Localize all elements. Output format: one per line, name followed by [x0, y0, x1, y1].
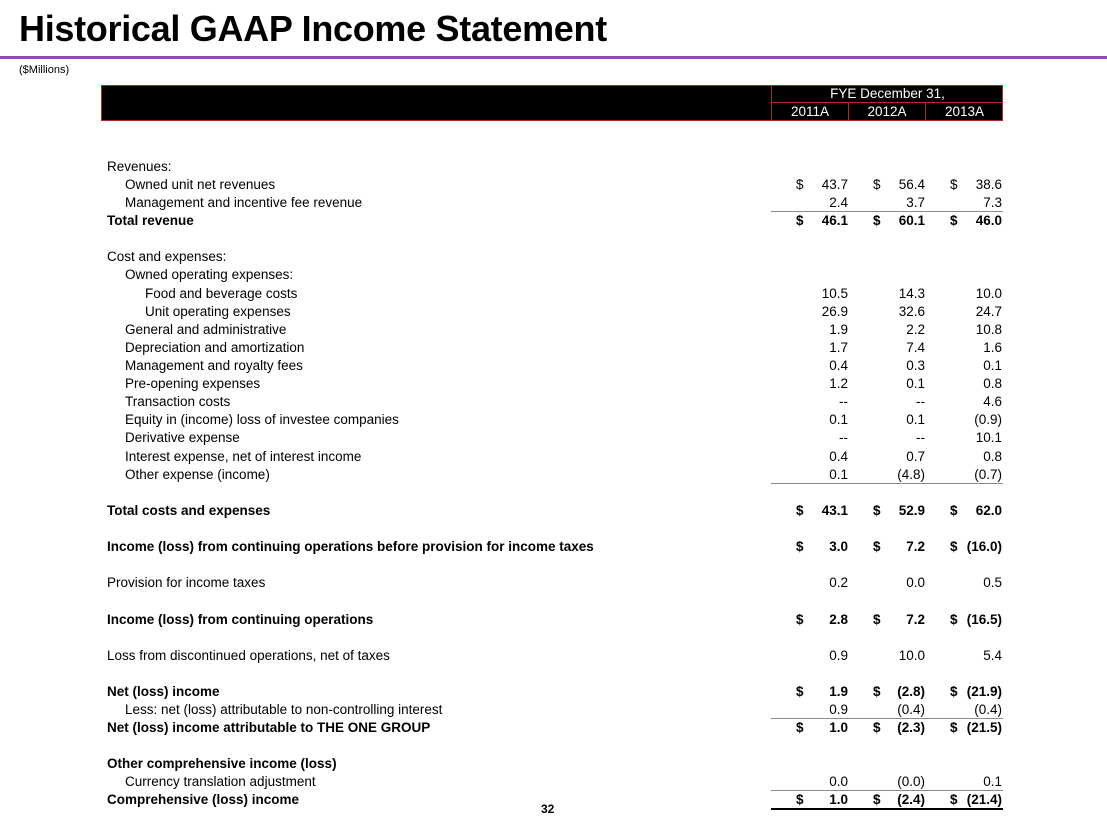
- value-cell: [925, 791, 1002, 809]
- dollar-sign: $: [950, 213, 958, 228]
- row-label: Other comprehensive income (loss): [107, 756, 337, 771]
- cell-value: 7.3: [983, 195, 1002, 210]
- cell-value: 32.6: [898, 304, 925, 319]
- cell-value: 14.3: [898, 286, 925, 301]
- cell-value: 10.8: [975, 322, 1002, 337]
- cell-value: 0.0: [906, 575, 925, 590]
- value-cell: [848, 773, 925, 791]
- value-cell: [925, 574, 1002, 592]
- value-cell: [771, 321, 848, 339]
- cell-value: (21.5): [966, 720, 1002, 735]
- table-row: [107, 266, 1003, 284]
- cell-value: 0.4: [829, 449, 848, 464]
- value-cell: [771, 357, 848, 375]
- table-row: [107, 683, 1003, 701]
- cell-value: 0.1: [983, 774, 1002, 789]
- cell-value: 5.4: [983, 648, 1002, 663]
- dollar-sign: $: [950, 503, 958, 518]
- table-row: [107, 466, 1003, 484]
- row-label: Net (loss) income: [107, 684, 220, 699]
- dollar-sign: $: [950, 684, 958, 699]
- dollar-sign: $: [873, 213, 881, 228]
- cell-value: 46.0: [975, 213, 1002, 228]
- table-row: [107, 755, 1003, 773]
- cell-value: 1.6: [983, 340, 1002, 355]
- cell-value: 10.1: [975, 430, 1002, 445]
- value-cell: [771, 285, 848, 303]
- cell-value: 0.8: [983, 376, 1002, 391]
- row-label: Income (loss) from continuing operations: [107, 612, 374, 627]
- table-row: [107, 773, 1003, 791]
- row-label: Derivative expense: [125, 430, 240, 445]
- table-row: [107, 212, 1003, 230]
- value-cell: [848, 502, 925, 520]
- cell-value: (16.5): [966, 612, 1002, 627]
- cell-value: 0.3: [906, 358, 925, 373]
- cell-value: 38.6: [975, 177, 1002, 192]
- value-cell: [771, 683, 848, 701]
- cell-value: --: [839, 394, 848, 409]
- cell-value: 43.1: [821, 503, 848, 518]
- value-cell: [925, 158, 1002, 176]
- row-label: Interest expense, net of interest income: [125, 449, 362, 464]
- value-cell: [925, 375, 1002, 393]
- value-cell: [925, 411, 1002, 429]
- dollar-sign: $: [873, 720, 881, 735]
- row-label: Revenues:: [107, 159, 172, 174]
- cell-value: (0.9): [974, 412, 1002, 427]
- cell-value: (21.9): [966, 684, 1002, 699]
- dollar-sign: $: [873, 684, 881, 699]
- value-cell: [848, 538, 925, 556]
- table-row: [107, 647, 1003, 665]
- cell-value: 10.0: [898, 648, 925, 663]
- row-label: Total revenue: [107, 213, 194, 228]
- dollar-sign: $: [796, 684, 804, 699]
- value-cell: [925, 611, 1002, 629]
- table-row: [107, 719, 1003, 737]
- value-cell: [771, 574, 848, 592]
- value-cell: [848, 248, 925, 266]
- year-header-2013: 2013A: [925, 103, 1003, 121]
- cell-value: 1.7: [829, 340, 848, 355]
- dollar-sign: $: [796, 612, 804, 627]
- value-cell: [771, 158, 848, 176]
- cell-value: --: [916, 394, 925, 409]
- value-cell: [771, 502, 848, 520]
- value-cell: [925, 194, 1002, 212]
- row-label: Owned unit net revenues: [125, 177, 276, 192]
- cell-value: 2.4: [829, 195, 848, 210]
- value-cell: [771, 773, 848, 791]
- cell-value: 1.0: [829, 720, 848, 735]
- value-cell: [848, 574, 925, 592]
- cell-value: 7.4: [906, 340, 925, 355]
- dollar-sign: $: [873, 503, 881, 518]
- value-cell: [848, 466, 925, 484]
- value-cell: [925, 448, 1002, 466]
- dollar-sign: $: [796, 177, 804, 192]
- dollar-sign: $: [796, 792, 804, 807]
- value-cell: [771, 719, 848, 737]
- table-row: [107, 176, 1003, 194]
- subtotal-rule: [771, 211, 1003, 212]
- cell-value: 7.2: [906, 612, 925, 627]
- cell-value: (4.8): [897, 467, 925, 482]
- cell-value: 0.7: [906, 449, 925, 464]
- row-label: Provision for income taxes: [107, 575, 266, 590]
- value-cell: [925, 701, 1002, 719]
- cell-value: (2.4): [897, 792, 925, 807]
- value-cell: [771, 212, 848, 230]
- table-row: [107, 791, 1003, 809]
- row-label: Unit operating expenses: [145, 304, 291, 319]
- cell-value: (21.4): [966, 792, 1002, 807]
- row-label: General and administrative: [125, 322, 287, 337]
- subtotal-rule: [771, 718, 1003, 719]
- cell-value: 0.9: [829, 702, 848, 717]
- table-row: [107, 339, 1003, 357]
- cell-value: (0.4): [974, 702, 1002, 717]
- row-label: Loss from discontinued operations, net of taxes: [107, 648, 390, 663]
- cell-value: 62.0: [975, 503, 1002, 518]
- value-cell: [848, 393, 925, 411]
- value-cell: [925, 429, 1002, 447]
- table-row: [107, 429, 1003, 447]
- value-cell: [848, 429, 925, 447]
- cell-value: (0.4): [897, 702, 925, 717]
- value-cell: [771, 375, 848, 393]
- cell-value: 56.4: [898, 177, 925, 192]
- cell-value: (16.0): [966, 539, 1002, 554]
- cell-value: 1.0: [829, 792, 848, 807]
- value-cell: [925, 176, 1002, 194]
- value-cell: [848, 791, 925, 809]
- table-row: [107, 285, 1003, 303]
- value-cell: [848, 647, 925, 665]
- cell-value: (0.0): [897, 774, 925, 789]
- dollar-sign: $: [796, 539, 804, 554]
- dollar-sign: $: [950, 177, 958, 192]
- row-label: Owned operating expenses:: [125, 267, 294, 282]
- value-cell: [848, 375, 925, 393]
- dollar-sign: $: [796, 720, 804, 735]
- value-cell: [925, 719, 1002, 737]
- row-label: Pre-opening expenses: [125, 376, 261, 391]
- value-cell: [925, 321, 1002, 339]
- table-row: [107, 411, 1003, 429]
- value-cell: [771, 393, 848, 411]
- table-row: [107, 393, 1003, 411]
- value-cell: [925, 683, 1002, 701]
- row-label: Cost and expenses:: [107, 249, 227, 264]
- dollar-sign: $: [873, 612, 881, 627]
- cell-value: 24.7: [975, 304, 1002, 319]
- cell-value: 1.2: [829, 376, 848, 391]
- dollar-sign: $: [873, 539, 881, 554]
- value-cell: [771, 538, 848, 556]
- value-cell: [848, 448, 925, 466]
- value-cell: [848, 719, 925, 737]
- cell-value: 0.1: [906, 376, 925, 391]
- cell-value: 2.2: [906, 322, 925, 337]
- value-cell: [925, 393, 1002, 411]
- dollar-sign: $: [873, 792, 881, 807]
- row-label: Income (loss) from continuing operations before provision for income taxes: [107, 539, 594, 554]
- cell-value: (2.3): [897, 720, 925, 735]
- value-cell: [771, 466, 848, 484]
- cell-value: 1.9: [829, 684, 848, 699]
- value-cell: [848, 611, 925, 629]
- subtotal-rule: [771, 483, 1003, 484]
- table-row: [107, 574, 1003, 592]
- cell-value: --: [839, 430, 848, 445]
- value-cell: [925, 339, 1002, 357]
- row-label: Comprehensive (loss) income: [107, 792, 300, 807]
- value-cell: [925, 357, 1002, 375]
- value-cell: [848, 194, 925, 212]
- year-header-2012: 2012A: [848, 103, 925, 121]
- value-cell: [771, 194, 848, 212]
- value-cell: [771, 339, 848, 357]
- cell-value: 0.1: [983, 358, 1002, 373]
- table-row: [107, 375, 1003, 393]
- double-underline: [771, 808, 1003, 810]
- value-cell: [925, 285, 1002, 303]
- dollar-sign: $: [796, 213, 804, 228]
- cell-value: 1.9: [829, 322, 848, 337]
- cell-value: 43.7: [821, 177, 848, 192]
- row-label: Total costs and expenses: [107, 503, 271, 518]
- value-cell: [925, 212, 1002, 230]
- cell-value: 0.4: [829, 358, 848, 373]
- table-row: [107, 538, 1003, 556]
- row-label: Management and incentive fee revenue: [125, 195, 363, 210]
- row-label: Transaction costs: [125, 394, 231, 409]
- table-row: [107, 357, 1003, 375]
- value-cell: [848, 212, 925, 230]
- value-cell: [771, 791, 848, 809]
- dollar-sign: $: [950, 720, 958, 735]
- table-row: [107, 321, 1003, 339]
- table-row: [107, 701, 1003, 719]
- subtotal-rule: [771, 790, 1003, 791]
- period-header: FYE December 31,: [771, 85, 1003, 103]
- value-cell: [848, 176, 925, 194]
- year-header-2011: 2011A: [771, 103, 848, 121]
- cell-value: 7.2: [906, 539, 925, 554]
- value-cell: [925, 502, 1002, 520]
- value-cell: [771, 248, 848, 266]
- value-cell: [771, 611, 848, 629]
- cell-value: --: [916, 430, 925, 445]
- cell-value: (2.8): [897, 684, 925, 699]
- value-cell: [848, 701, 925, 719]
- cell-value: 10.0: [975, 286, 1002, 301]
- row-label: Food and beverage costs: [145, 286, 298, 301]
- page-number: 32: [541, 802, 555, 816]
- cell-value: 0.5: [983, 575, 1002, 590]
- cell-value: 10.5: [821, 286, 848, 301]
- value-cell: [771, 266, 848, 284]
- cell-value: 52.9: [898, 503, 925, 518]
- cell-value: 60.1: [898, 213, 925, 228]
- cell-value: 4.6: [983, 394, 1002, 409]
- cell-value: 3.0: [829, 539, 848, 554]
- table-row: [107, 194, 1003, 212]
- value-cell: [848, 755, 925, 773]
- value-cell: [925, 538, 1002, 556]
- table-row: [107, 303, 1003, 321]
- row-label: Net (loss) income attributable to THE ONE GROUP: [107, 720, 431, 735]
- page-title: Historical GAAP Income Statement: [19, 8, 607, 49]
- table-row: [107, 611, 1003, 629]
- cell-value: 2.8: [829, 612, 848, 627]
- title-divider: [0, 56, 1107, 59]
- value-cell: [848, 321, 925, 339]
- value-cell: [925, 755, 1002, 773]
- value-cell: [771, 176, 848, 194]
- value-cell: [848, 683, 925, 701]
- table-row: [107, 158, 1003, 176]
- cell-value: 0.9: [829, 648, 848, 663]
- value-cell: [848, 357, 925, 375]
- cell-value: 0.1: [829, 467, 848, 482]
- table-row: [107, 448, 1003, 466]
- row-label: Currency translation adjustment: [125, 774, 316, 789]
- row-label: Management and royalty fees: [125, 358, 303, 373]
- value-cell: [925, 266, 1002, 284]
- row-label: Depreciation and amortization: [125, 340, 305, 355]
- cell-value: 3.7: [906, 195, 925, 210]
- value-cell: [848, 158, 925, 176]
- row-label: Less: net (loss) attributable to non-controlling interest: [125, 702, 443, 717]
- value-cell: [771, 429, 848, 447]
- dollar-sign: $: [873, 177, 881, 192]
- dollar-sign: $: [950, 792, 958, 807]
- table-row: [107, 502, 1003, 520]
- cell-value: 0.1: [829, 412, 848, 427]
- row-label: Equity in (income) loss of investee companies: [125, 412, 399, 427]
- table-row: [107, 248, 1003, 266]
- value-cell: [925, 773, 1002, 791]
- value-cell: [771, 448, 848, 466]
- dollar-sign: $: [950, 612, 958, 627]
- value-cell: [848, 411, 925, 429]
- value-cell: [771, 647, 848, 665]
- dollar-sign: $: [796, 503, 804, 518]
- value-cell: [771, 411, 848, 429]
- cell-value: (0.7): [974, 467, 1002, 482]
- value-cell: [848, 339, 925, 357]
- value-cell: [925, 466, 1002, 484]
- value-cell: [848, 303, 925, 321]
- value-cell: [848, 285, 925, 303]
- value-cell: [848, 266, 925, 284]
- value-cell: [771, 701, 848, 719]
- value-cell: [771, 755, 848, 773]
- cell-value: 0.2: [829, 575, 848, 590]
- cell-value: 26.9: [821, 304, 848, 319]
- cell-value: 0.8: [983, 449, 1002, 464]
- value-cell: [925, 647, 1002, 665]
- dollar-sign: $: [950, 539, 958, 554]
- cell-value: 0.1: [906, 412, 925, 427]
- cell-value: 0.0: [829, 774, 848, 789]
- units-label: ($Millions): [19, 64, 70, 76]
- cell-value: 46.1: [821, 213, 848, 228]
- value-cell: [925, 248, 1002, 266]
- value-cell: [925, 303, 1002, 321]
- value-cell: [771, 303, 848, 321]
- row-label: Other expense (income): [125, 467, 270, 482]
